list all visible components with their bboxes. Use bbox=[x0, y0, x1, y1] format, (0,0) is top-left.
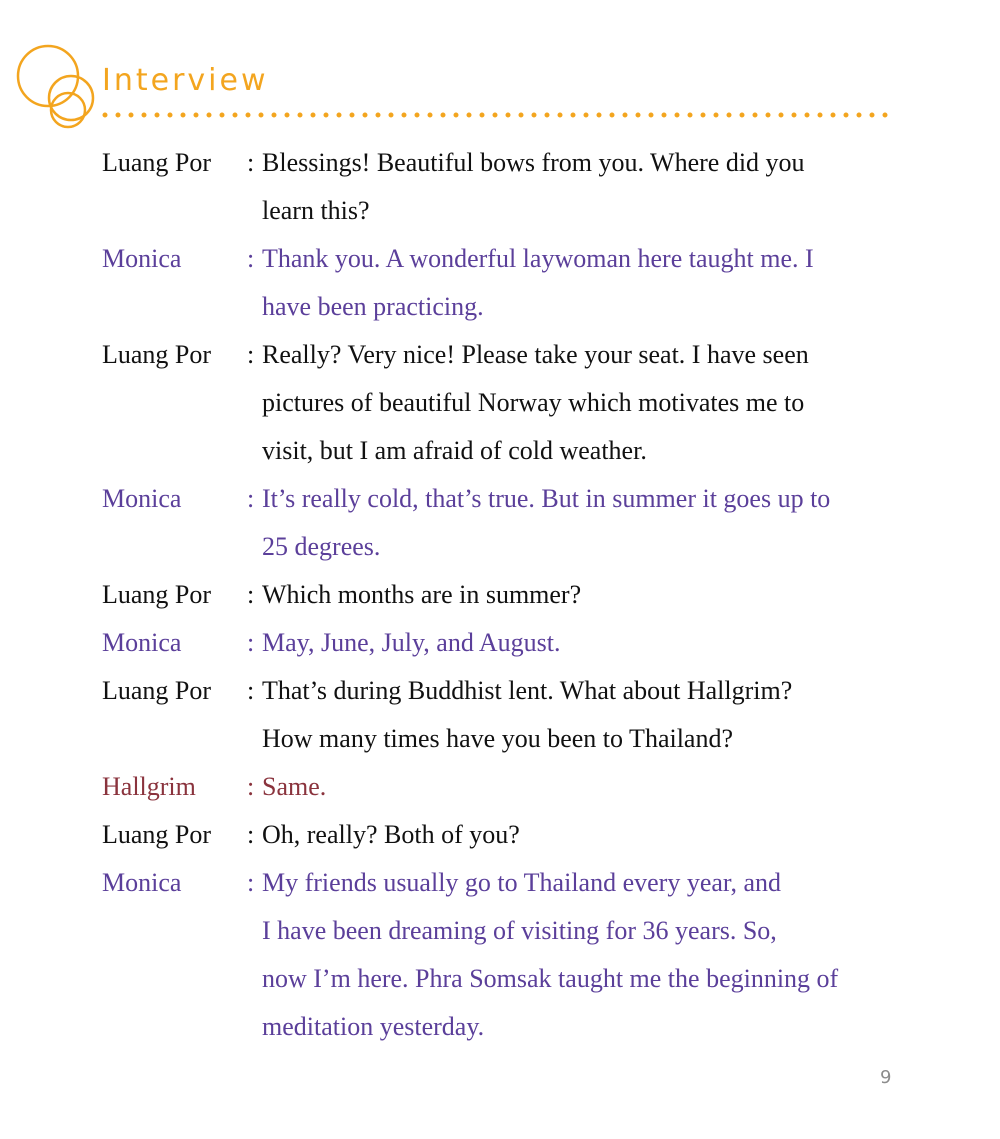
dialogue-line: meditation yesterday. bbox=[262, 1012, 485, 1041]
dotted-divider bbox=[102, 108, 900, 122]
speaker-colon: : bbox=[247, 484, 255, 513]
speaker-colon: : bbox=[247, 628, 255, 657]
dialogue-entry bbox=[102, 235, 912, 331]
dialogue-line: learn this? bbox=[262, 196, 370, 225]
dialogue-line: May, June, July, and August. bbox=[262, 628, 561, 657]
dialogue-entry bbox=[102, 859, 912, 1051]
speaker-name: Luang Por bbox=[102, 580, 212, 609]
dialogue-text bbox=[262, 139, 912, 235]
dialogue-line: Which months are in summer? bbox=[262, 580, 582, 609]
dialogue-line: Really? Very nice! Please take your seat. I have seen bbox=[262, 340, 809, 369]
dialogue-line: It’s really cold, that’s true. But in summer it goes up to bbox=[262, 484, 831, 513]
dialogue-entry bbox=[102, 139, 912, 235]
page-header bbox=[0, 0, 1000, 140]
speaker-colon: : bbox=[247, 340, 255, 369]
dialogue-line: That’s during Buddhist lent. What about Hallgrim? bbox=[262, 676, 793, 705]
speaker-name: Monica bbox=[102, 868, 182, 897]
dialogue-text bbox=[262, 763, 912, 811]
section-title: Interview bbox=[102, 63, 269, 98]
dialogue-line: now I’m here. Phra Somsak taught me the beginning of bbox=[262, 964, 839, 993]
speaker-name: Luang Por bbox=[102, 676, 212, 705]
speaker-colon: : bbox=[247, 772, 255, 801]
speaker-colon: : bbox=[247, 580, 255, 609]
interview-transcript bbox=[102, 139, 912, 1051]
dialogue-text bbox=[262, 667, 912, 763]
speaker-name: Monica bbox=[102, 244, 182, 273]
speaker-colon: : bbox=[247, 148, 255, 177]
dialogue-line: Oh, really? Both of you? bbox=[262, 820, 520, 849]
speaker-colon: : bbox=[247, 868, 255, 897]
speaker-colon: : bbox=[247, 244, 255, 273]
dialogue-line: Thank you. A wonderful laywoman here taught me. I bbox=[262, 244, 814, 273]
dialogue-entry bbox=[102, 619, 912, 667]
dialogue-line: visit, but I am afraid of cold weather. bbox=[262, 436, 647, 465]
dialogue-line: pictures of beautiful Norway which motivates me to bbox=[262, 388, 805, 417]
dialogue-text bbox=[262, 571, 912, 619]
dialogue-text bbox=[262, 475, 912, 571]
dialogue-text bbox=[262, 619, 912, 667]
dialogue-line: I have been dreaming of visiting for 36 years. So, bbox=[262, 916, 777, 945]
speaker-name: Monica bbox=[102, 484, 182, 513]
dialogue-text bbox=[262, 811, 912, 859]
speaker-colon: : bbox=[247, 676, 255, 705]
dialogue-line: Same. bbox=[262, 772, 327, 801]
dialogue-entry bbox=[102, 811, 912, 859]
dialogue-entry bbox=[102, 475, 912, 571]
interlocking-circles-icon bbox=[14, 40, 114, 136]
speaker-name: Monica bbox=[102, 628, 182, 657]
dialogue-line: My friends usually go to Thailand every year, and bbox=[262, 868, 782, 897]
dialogue-line: Blessings! Beautiful bows from you. Where did you bbox=[262, 148, 805, 177]
speaker-name: Luang Por bbox=[102, 820, 212, 849]
dialogue-text bbox=[262, 235, 912, 331]
dialogue-line: have been practicing. bbox=[262, 292, 484, 321]
page-number: 9 bbox=[880, 1067, 892, 1088]
dialogue-line: How many times have you been to Thailand? bbox=[262, 724, 734, 753]
speaker-name: Hallgrim bbox=[102, 772, 196, 801]
dialogue-entry bbox=[102, 763, 912, 811]
dialogue-entry bbox=[102, 571, 912, 619]
dialogue-entry bbox=[102, 331, 912, 475]
dialogue-line: 25 degrees. bbox=[262, 532, 381, 561]
speaker-name: Luang Por bbox=[102, 148, 212, 177]
dialogue-text bbox=[262, 859, 912, 1051]
speaker-name: Luang Por bbox=[102, 340, 212, 369]
dialogue-entry bbox=[102, 667, 912, 763]
speaker-colon: : bbox=[247, 820, 255, 849]
dialogue-text bbox=[262, 331, 912, 475]
